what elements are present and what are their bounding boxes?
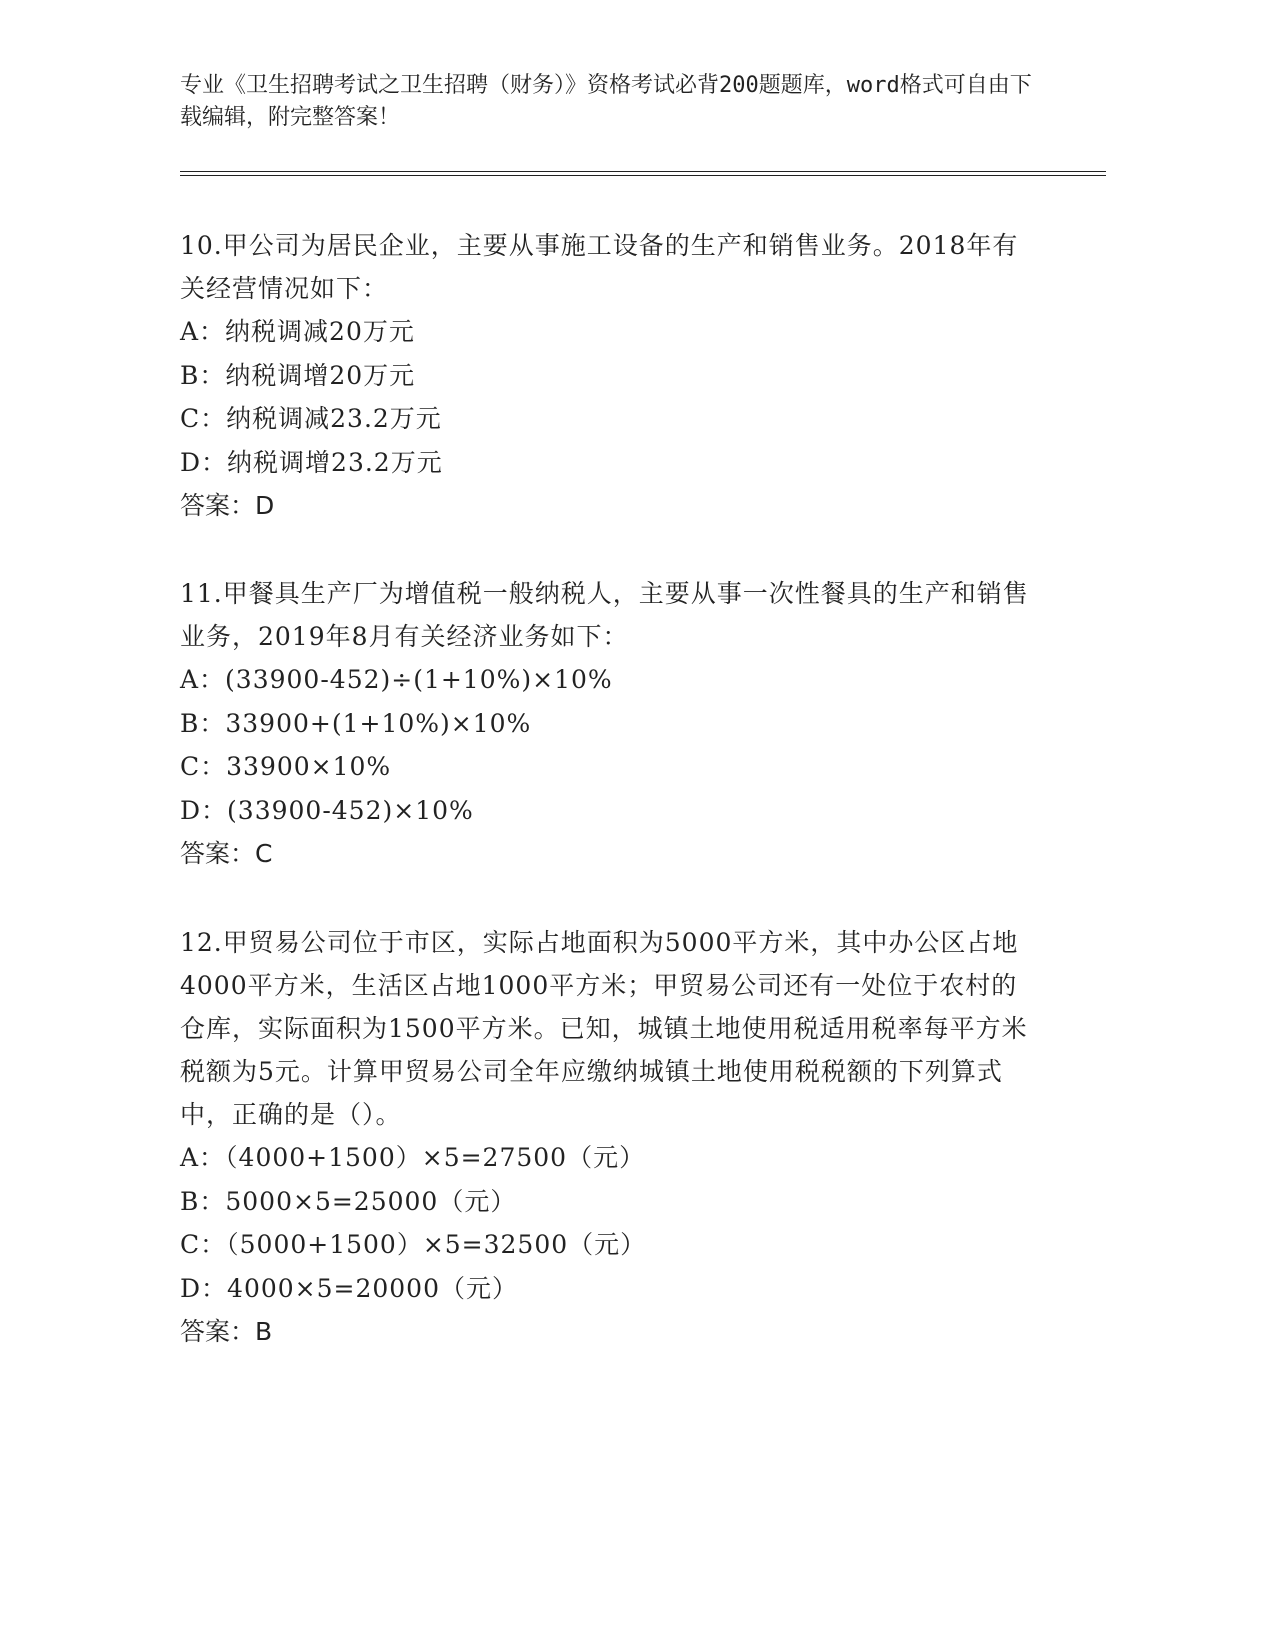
- option-d: D：4000×5=20000（元）: [180, 1273, 518, 1303]
- question-10: [180, 224, 1040, 527]
- document-header: 专业《卫生招聘考试之卫生招聘（财务）》资格考试必背200题题库，word格式可自由下载编辑，附完整答案！: [180, 73, 1032, 130]
- option-list: [180, 1136, 1040, 1310]
- option-b: B：5000×5=25000（元）: [180, 1186, 517, 1216]
- question-11: [180, 572, 1040, 875]
- answer-label: 答案：B: [180, 1317, 273, 1346]
- option-d: D：(33900-452)×10%: [180, 795, 474, 825]
- option-d: D：纳税调增23.2万元: [180, 447, 443, 477]
- option-list: [180, 310, 1040, 484]
- question-12: [180, 921, 1040, 1353]
- option-c: C：（5000+1500）×5=32500（元）: [180, 1230, 647, 1259]
- option-a: A：纳税调减20万元: [180, 317, 415, 346]
- answer-label: 答案：C: [180, 839, 273, 868]
- option-a: A：（4000+1500）×5=27500（元）: [180, 1143, 646, 1172]
- question-text: 10.甲公司为居民企业，主要从事施工设备的生产和销售业务。2018年有关经营情况如下：: [180, 231, 1019, 303]
- header-divider-bottom: [180, 175, 1106, 176]
- header-divider-top: [180, 171, 1106, 172]
- option-c: C：纳税调减23.2万元: [180, 404, 442, 433]
- question-text: 11.甲餐具生产厂为增值税一般纳税人，主要从事一次性餐具的生产和销售业务，2019年8月有关经济业务如下：: [180, 579, 1029, 651]
- option-b: B：33900+(1+10%)×10%: [180, 708, 532, 738]
- option-a: A：(33900-452)÷(1+10%)×10%: [180, 665, 613, 694]
- question-text: 12.甲贸易公司位于市区，实际占地面积为5000平方米，其中办公区占地4000平方米，生活区占地1000平方米；甲贸易公司还有一处位于农村的仓库，实际面积为1500平方米。已知，城镇土地使用税适用税率每平方米税额为5元。计算甲贸易公司全年应缴纳城镇土地使用税税额的下列算式中，正确的是（）。: [180, 928, 1028, 1129]
- option-list: [180, 658, 1040, 832]
- option-b: B：纳税调增20万元: [180, 360, 416, 390]
- answer-label: 答案：D: [180, 491, 275, 520]
- option-c: C：33900×10%: [180, 752, 392, 781]
